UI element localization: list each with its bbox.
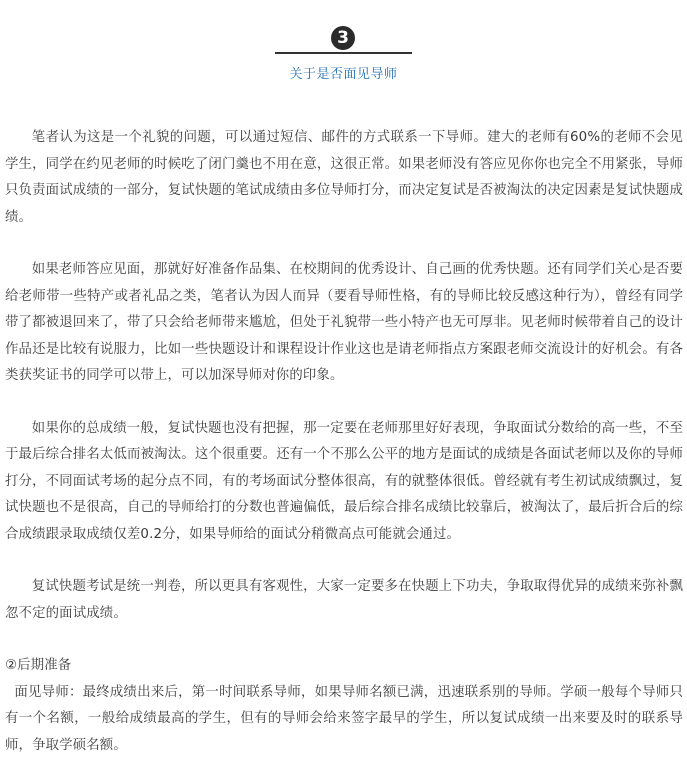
- later-prep-heading: ②后期准备: [5, 653, 683, 680]
- later-prep-body: 面见导师：最终成绩出来后，第一时间联系导师，如果导师名额已满，迅速联系别的导师。学硕一般每个导师只有一个名额，一般给成绩最高的学生，但有的导师会给来签字最早的学生，所以复试成绩一出来要及时的联系导师，争取学硕名额。: [5, 680, 683, 759]
- article-body: [5, 125, 683, 759]
- paragraph-interview-score: 如果你的总成绩一般，复试快题也没有把握，那一定要在老师那里好好表现，争取面试分数给的高一些，不至于最后综合排名太低而被淘汰。这个很重要。还有一个不那么公平的地方是面试的成绩是各面试老师以及你的导师打分，不同面试考场的起分点不同，有的考场面试分整体很高，有的就整体很低。曾经就有考生初试成绩飘过，复试快题也不是很高，自己的导师给打的分数也普遍偏低，最后综合排名成绩比较靠后，被淘汰了，最后折合后的综合成绩跟录取成绩仅差0.2分，如果导师给的面试分稍微高点可能就会通过。: [5, 416, 683, 549]
- paragraph-sketch-exam: 复试快题考试是统一判卷，所以更具有客观性，大家一定要多在快题上下功夫，争取取得优异的成绩来弥补飘忽不定的面试成绩。: [5, 574, 683, 627]
- header-divider: [275, 52, 412, 54]
- paragraph-meeting-prep: 如果老师答应见面，那就好好准备作品集、在校期间的优秀设计、自己画的优秀快题。还有同学们关心是否要给老师带一些特产或者礼品之类，笔者认为因人而异（要看导师性格，有的导师比较反感这种行为），曾经有同学带了都被退回来了，带了只会给老师带来尴尬，但处于礼貌带一些小特产也无可厚非。见老师时候带着自己的设计作品还是比较有说服力，比如一些快题设计和课程设计作业这也是请老师指点方案跟老师交流设计的好机会。有各类获奖证书的同学可以带上，可以加深导师对你的印象。: [5, 257, 683, 390]
- paragraph-contact-teacher: 笔者认为这是一个礼貌的问题，可以通过短信、邮件的方式联系一下导师。建大的老师有60%的老师不会见学生，同学在约见老师的时候吃了闭门羹也不用在意，这很正常。如果老师没有答应见你你也完全不用紧张，导师只负责面试成绩的一部分，复试快题的笔试成绩由多位导师打分，而决定复试是否被淘汰的决定因素是复试快题成绩。: [5, 125, 683, 231]
- section-number-badge: 3: [331, 26, 355, 50]
- section-header: [0, 22, 687, 92]
- section-title: 关于是否面见导师: [0, 66, 687, 84]
